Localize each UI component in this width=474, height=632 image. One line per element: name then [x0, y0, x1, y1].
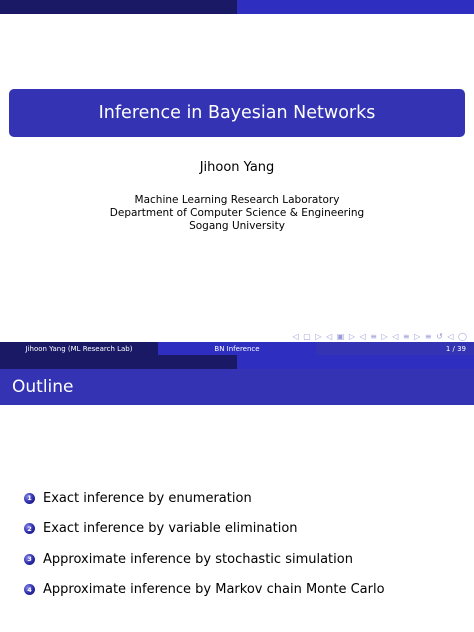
header-strip-left [0, 355, 237, 369]
outline-list [24, 483, 385, 605]
footer-short-title: BN Inference [158, 342, 316, 355]
presentation-title: Inference in Bayesian Networks [9, 89, 465, 137]
outline-item-text: Exact inference by variable elimination [43, 521, 298, 537]
footer-page-number: 1 / 39 [316, 342, 474, 355]
header-strip-left [0, 0, 237, 14]
institution-line-univ: Sogang University [189, 220, 285, 232]
outline-item-text: Approximate inference by Markov chain Monte Carlo [43, 582, 385, 598]
frame-title: Outline [0, 369, 474, 405]
institution-line-lab: Machine Learning Research Laboratory [134, 194, 340, 206]
header-strip-right [237, 355, 474, 369]
author-name: Jihoon Yang [199, 160, 275, 175]
outline-item [24, 544, 385, 575]
enumeration-ball-icon: 1 [24, 493, 35, 504]
slide-footer [0, 342, 474, 355]
outline-item [24, 514, 385, 545]
enumeration-ball-icon: 2 [24, 523, 35, 534]
outline-item-text: Exact inference by enumeration [43, 490, 252, 506]
beamer-navigation-icons[interactable]: ◁ ▢ ▷ ◁ ▣ ▷ ◁ ≡ ▷ ◁ ≡ ▷ ≡ ↺ ◁ ◯ [292, 332, 468, 341]
enumeration-ball-icon: 4 [24, 584, 35, 595]
footer-author: Jihoon Yang (ML Research Lab) [0, 342, 158, 355]
outline-item [24, 575, 385, 606]
outline-slide [0, 355, 474, 632]
institution-block [0, 194, 474, 233]
header-strip [0, 0, 474, 14]
header-strip [0, 355, 474, 369]
institution-line-dept: Department of Computer Science & Engineering [109, 207, 365, 219]
header-strip-right [237, 0, 474, 14]
outline-item-text: Approximate inference by stochastic simulation [43, 551, 353, 567]
outline-item [24, 483, 385, 514]
enumeration-ball-icon: 3 [24, 554, 35, 565]
